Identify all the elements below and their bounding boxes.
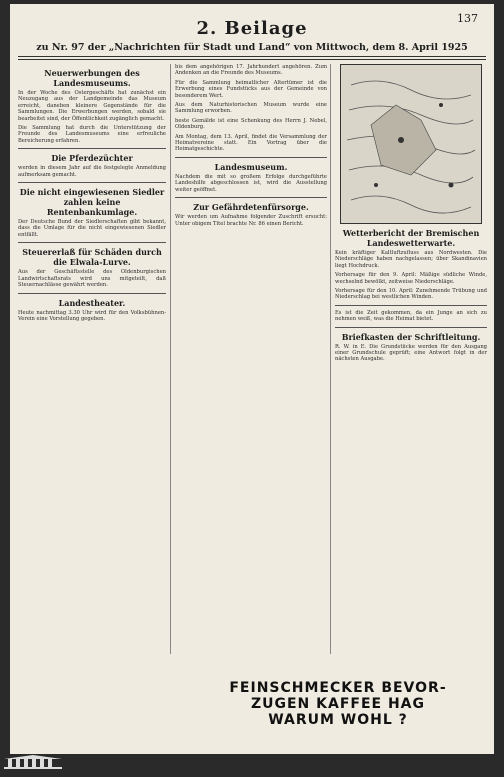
headline-horse-breeders: Die Pferdezüchter <box>51 153 133 164</box>
headline-weather-report: Wetterbericht der Bremischen Landeswetterwarte. <box>342 228 480 248</box>
section-divider <box>18 242 166 243</box>
article-text: In der Woche des Ostergeschäfts hat zunächst ein Neuzugang aus der Landgemeinde das Museum erreicht, daneben kleinere Gegenstände für die Sammlungen. Die Erwerbungen werden, sobald sie bearbeitet sind, der Öffentlichkeit zugänglich gemacht. <box>18 90 166 122</box>
header-rule-bottom <box>18 59 486 60</box>
article-text: Kein kräftiger Kaltluftzufluss aus Nordwesten. Die Niederschläge haben nachgelassen; über Skandinavien liegt Hochdruck. <box>335 250 487 269</box>
article-text: Wir werden um Aufnahme folgender Zuschrift ersucht: Unter obigem Titel brachte Nr. 86 einen Bericht. <box>175 214 327 227</box>
article-text: Heute nachmittag 3.30 Uhr wird für den Volksbühnen-Verein eine Vorstellung gegeben. <box>18 309 166 322</box>
article-text: bis dem angehörigen 17. Jahrhundert angehören. Zum Andenken an die Freunde des Museums. <box>175 64 327 77</box>
article-text: werden in diesem Jahr auf die festgelegte Anmeldung aufmerksam gemacht. <box>18 165 166 178</box>
section-divider <box>18 182 166 183</box>
headline-museum-acquisitions: Neuerwerbungen des Landesmuseums. <box>44 68 140 88</box>
article-text: Nachdem die mit so großem Erfolge durchgeführte Landeshilfe abgeschlossen ist, wird die Ausstellung weiter geöffnet. <box>175 173 327 193</box>
article-text: Die Sammlung hat durch die Unterstützung der Freunde des Landesmuseums eine erfreuliche Bereicherung erfahren. <box>18 125 166 144</box>
column-divider-2 <box>330 64 331 654</box>
article-text: R. W. in E. Die Grundstücke werden für den Ausgang einer Grundschule geprüft; eine Antwort folgt in der nächsten Ausgabe. <box>335 343 487 363</box>
weather-map-graphic <box>341 65 481 223</box>
section-divider <box>335 327 487 328</box>
ad-line-3: WARUM WOHL ? <box>268 712 408 728</box>
article-text: beste Gemälde ist eine Schenkung des Herrn J. Nebel, Oldenburg. <box>175 117 327 131</box>
headline-settlers: Die nicht eingewiesenen Siedler zahlen keine Rentenbankumlage. <box>19 187 165 218</box>
forecast-text: Vorhersage für den 9. April: Mäßige südliche Winde, wechselnd bewölkt, zeitweise Niederschläge. <box>335 272 487 285</box>
article-text: Aus der Geschäftsstelle des Oldenburgischen Landwirtschaftsrats wird uns mitgeteilt, daß Steuernachlässe gewährt werden. <box>18 269 166 289</box>
weather-map <box>340 64 482 224</box>
article-text: Für die Sammlung heimatlicher Altertümer ist die Erwerbung eines Fundstücks aus der Gemeinde von besonderem Wert. <box>175 79 327 99</box>
section-divider <box>175 157 327 158</box>
column-2 <box>175 64 327 684</box>
section-divider <box>335 305 487 306</box>
forecast-text: Vorhersage für den 10. April: Zunehmende Trübung und Niederschlag bei westlichen Winden. <box>335 288 487 301</box>
supplement-title: 2. Beilage <box>196 18 308 39</box>
article-text: Am Montag, dem 13. April, findet die Versammlung der Heimatvereine statt. Ein Vortrag über die Heimatgeschichte. <box>175 133 327 153</box>
article-text: Der Deutsche Bund der Siedlerschaften gibt bekannt, dass die Umlage für die nicht eingewiesenen Siedler entfällt. <box>18 219 166 238</box>
coffee-advertisement <box>188 680 488 742</box>
column-1 <box>18 64 166 684</box>
headline-welfare: Zur Gefährdetenfürsorge. <box>193 202 309 213</box>
headline-theater: Landestheater. <box>58 297 126 308</box>
ad-line-1: FEINSCHMECKER BEVOR- <box>229 680 447 696</box>
column-divider-1 <box>170 64 171 654</box>
headline-tax-relief: Steuererlaß für Schäden durch die Elwala-Lurve. <box>22 247 162 268</box>
article-text: Es ist die Zeit gekommen, da ein Junge an sich zu nehmen weiß, was die Heimat bietet. <box>335 309 487 323</box>
section-divider <box>175 197 327 198</box>
headline-letters: Briefkasten der Schriftleitung. <box>341 331 481 342</box>
page-number: 137 <box>457 12 478 25</box>
newspaper-page <box>10 4 494 754</box>
article-text: Aus dem Naturhistorischen Museum wurde eine Sammlung erworben. <box>175 102 327 115</box>
supplement-subtitle: zu Nr. 97 der „Nachrichten für Stadt und Land“ von Mittwoch, dem 8. April 1925 <box>36 42 468 53</box>
archive-logo-icon <box>4 755 62 773</box>
header-rule-top <box>18 56 486 57</box>
ad-line-2: ZUGEN KAFFEE HAG <box>250 696 426 712</box>
section-divider <box>18 293 166 294</box>
column-3 <box>335 64 487 684</box>
section-divider <box>18 148 166 149</box>
headline-landesmuseum: Landesmuseum. <box>214 161 288 172</box>
